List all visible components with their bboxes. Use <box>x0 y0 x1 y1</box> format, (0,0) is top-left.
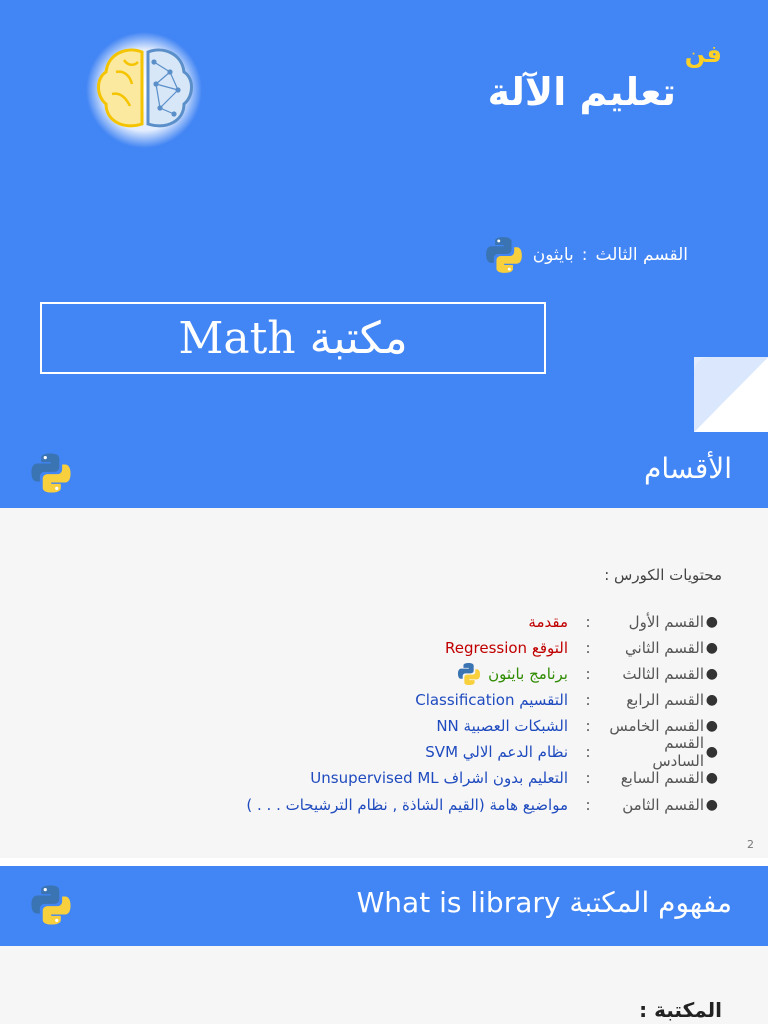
contents-title: محتويات الكورس : <box>604 566 722 584</box>
section-topic <box>310 769 568 787</box>
python-icon <box>483 234 525 276</box>
section-topic-text: برنامج بايثون <box>488 665 568 683</box>
section-separator: : <box>585 639 591 657</box>
python-icon <box>28 882 74 928</box>
section-topic-text: مواضيع هامة (القيم الشاذة , نظام الترشيحات . . . ) <box>246 796 568 814</box>
section-topic <box>456 661 568 687</box>
section-label: القسم الثاني <box>625 639 704 657</box>
page-curl-decoration <box>694 357 768 432</box>
section-topic <box>425 743 568 761</box>
section-topic-text: التقسيم Classification <box>415 691 568 709</box>
library-title: مفهوم المكتبة What is library <box>356 886 732 919</box>
section-topic-text: الشبكات العصبية NN <box>436 717 568 735</box>
slide-title: مكتبة Math <box>40 302 546 374</box>
section-name: بايثون <box>532 245 574 265</box>
library-subheading: المكتبة : <box>639 998 722 1022</box>
course-section-row <box>198 635 718 661</box>
section-separator: : <box>585 796 591 814</box>
python-icon <box>28 450 74 496</box>
python-icon <box>456 661 482 687</box>
section-topic-text: مقدمة <box>528 613 568 631</box>
bullet-icon: ● <box>705 692 718 708</box>
section-separator: : <box>585 613 591 631</box>
section-subtitle <box>483 234 688 276</box>
section-separator: : <box>581 245 588 265</box>
section-separator: : <box>585 691 591 709</box>
brain-logo-icon <box>86 32 202 148</box>
bullet-icon: ● <box>705 666 718 682</box>
section-separator: : <box>585 717 591 735</box>
brand-prefix: فن <box>684 40 722 68</box>
brand-title: تعليم الآلة <box>487 70 676 114</box>
section-topic-text: التوقع Regression <box>445 639 568 657</box>
title-slide <box>0 0 768 432</box>
section-label: القسم السادس <box>652 734 704 770</box>
course-section-row <box>198 792 718 818</box>
section-topic <box>445 639 568 657</box>
course-section-row <box>198 661 718 687</box>
bullet-icon: ● <box>705 744 718 760</box>
bullet-icon: ● <box>705 640 718 656</box>
section-separator: : <box>585 743 591 761</box>
bullet-icon: ● <box>705 770 718 786</box>
section-topic-text: نظام الدعم الالي SVM <box>425 743 568 761</box>
section-topic-text: التعليم بدون اشراف Unsupervised ML <box>310 769 568 787</box>
section-label: القسم الثالث <box>622 665 704 683</box>
section-topic <box>528 613 568 631</box>
section-label: القسم الرابع <box>626 691 704 709</box>
section-topic <box>246 796 568 814</box>
bullet-icon: ● <box>705 614 718 630</box>
section-separator: : <box>585 665 591 683</box>
section-label: القسم الأول <box>628 613 704 631</box>
section-topic <box>415 691 568 709</box>
section-label: القسم الخامس <box>609 717 704 735</box>
section-topic <box>436 717 568 735</box>
bullet-icon: ● <box>705 718 718 734</box>
course-section-row <box>198 765 718 791</box>
bullet-icon: ● <box>705 797 718 813</box>
section-label: القسم الثالث <box>595 245 688 265</box>
sections-title: الأقسام <box>644 452 732 485</box>
course-section-row <box>198 687 718 713</box>
section-label: القسم الثامن <box>622 796 704 814</box>
page-number: 2 <box>747 838 754 851</box>
course-section-row <box>198 609 718 635</box>
section-separator: : <box>585 769 591 787</box>
course-section-row <box>198 734 718 770</box>
section-label: القسم السابع <box>620 769 704 787</box>
